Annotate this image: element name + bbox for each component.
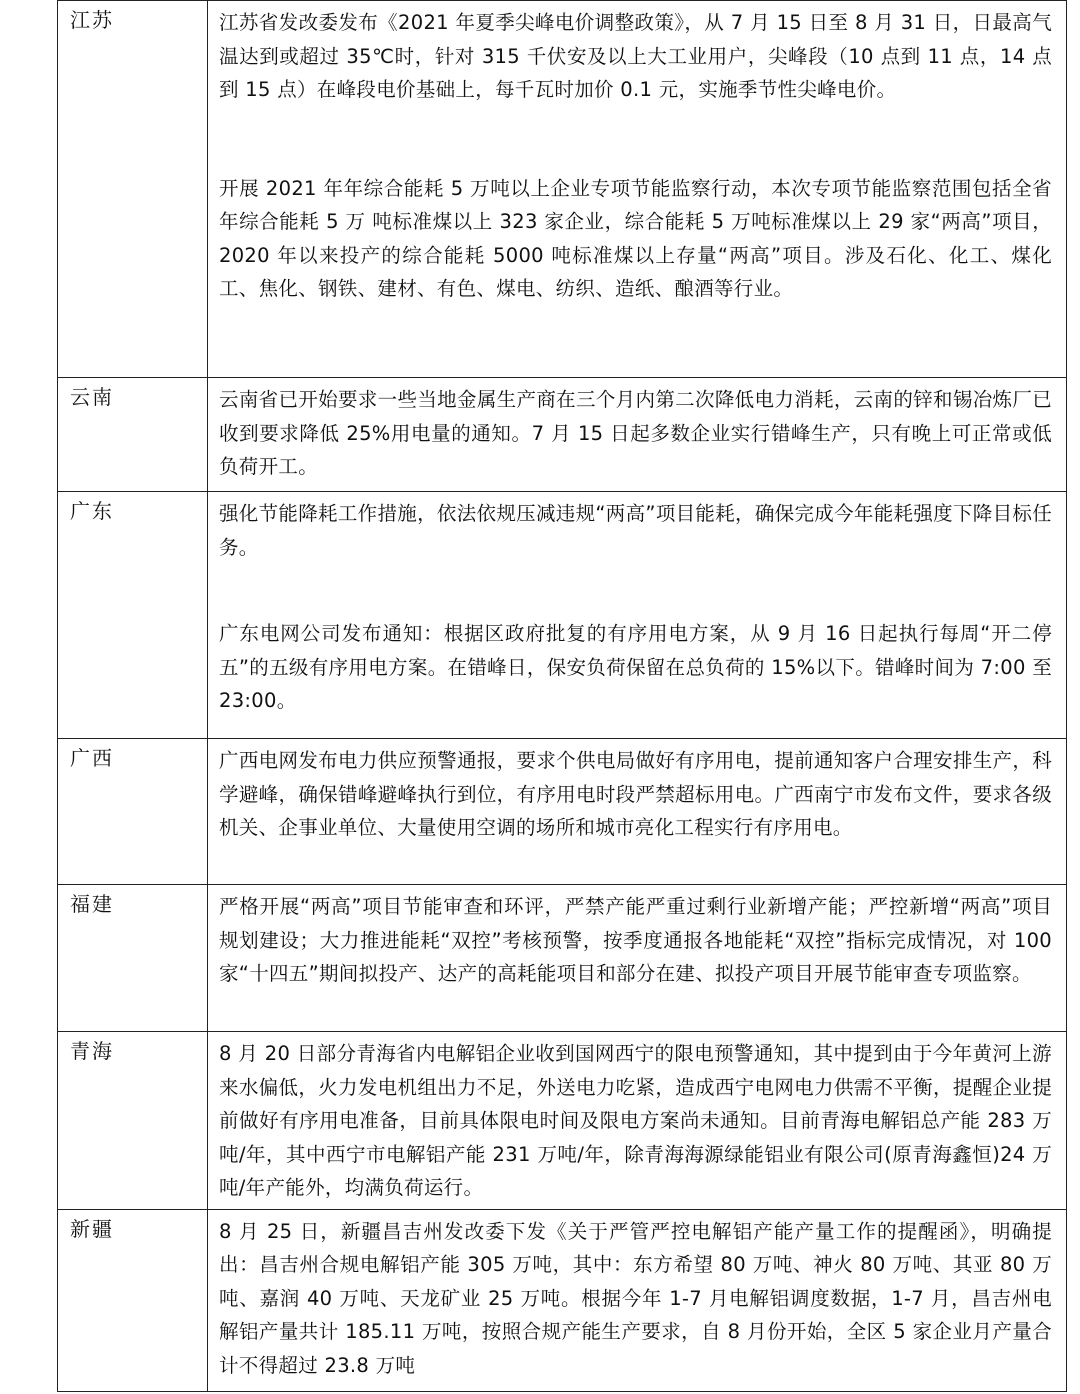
paragraph: 云南省已开始要求一些当地金属生产商在三个月内第二次降低电力消耗，云南的锌和锡冶炼厂已收到要求降低 25%用电量的通知。7 月 15 日起多数企业实行错峰生产，只有晚上可正常或低负荷开工。 bbox=[219, 388, 1052, 478]
paragraph: 江苏省发改委发布《2021 年夏季尖峰电价调整政策》，从 7 月 15 日至 8 月 31 日，日最高气温达到或超过 35℃时，针对 315 千伏安及以上大工业用户，尖峰段（10 点到 11 点，14 点到 15 点）在峰段电价基础上，每千瓦时加价 0.1 元，实施季节性尖峰电价。 bbox=[219, 11, 1052, 101]
paragraph: 8 月 20 日部分青海省内电解铝企业收到国网西宁的限电预警通知，其中提到由于今年黄河上游来水偏低，火力发电机组出力不足，外送电力吃紧，造成西宁电网电力供需不平衡，提醒企业提前做好有序用电准备，目前具体限电时间及限电方案尚未通知。目前青海电解铝总产能 283 万吨/年，其中西宁市电解铝产能 231 万吨/年，除青海海源绿能铝业有限公司(原青海鑫恒)24 万吨/年产能外，均满负荷运行。 bbox=[219, 1042, 1052, 1199]
table-row bbox=[58, 739, 1067, 885]
region-cell: 云南 bbox=[58, 378, 208, 492]
paragraph: 8 月 25 日，新疆昌吉州发改委下发《关于严管严控电解铝产能产量工作的提醒函》，明确提出：昌吉州合规电解铝产能 305 万吨，其中：东方希望 80 万吨、神火 80 万吨、其亚 80 万吨、嘉润 40 万吨、天龙矿业 25 万吨。根据今年 1-7 月电解铝调度数据，1-7 月，昌吉州电解铝产量共计 185.11 万吨，按照合规产能生产要求，自 8 月份开始，全区 5 家企业月产量合计不得超过 23.8 万吨 bbox=[219, 1219, 1052, 1377]
content-cell bbox=[208, 885, 1067, 1032]
paragraph: 广东电网公司发布通知：根据区政府批复的有序用电方案，从 9 月 16 日起执行每周“开二停五”的五级有序用电方案。在错峰日，保安负荷保留在总负荷的 15%以下。错峰时间为 7:00 至 23:00。 bbox=[219, 622, 1052, 712]
region-cell: 广西 bbox=[58, 739, 208, 885]
region-cell: 青海 bbox=[58, 1032, 208, 1210]
region-cell: 广东 bbox=[58, 492, 208, 739]
table-row bbox=[58, 1209, 1067, 1391]
content-cell bbox=[208, 739, 1067, 885]
paragraph: 广西电网发布电力供应预警通报，要求个供电局做好有序用电，提前通知客户合理安排生产，科学避峰，确保错峰避峰执行到位，有序用电时段严禁超标用电。广西南宁市发布文件，要求各级机关、企事业单位、大量使用空调的场所和城市亮化工程实行有序用电。 bbox=[219, 749, 1052, 839]
content-cell bbox=[208, 378, 1067, 492]
table-row bbox=[58, 492, 1067, 739]
table-row bbox=[58, 378, 1067, 492]
policy-table bbox=[57, 0, 1067, 1392]
table-row bbox=[58, 1032, 1067, 1210]
region-cell: 福建 bbox=[58, 885, 208, 1032]
paragraph: 强化节能降耗工作措施，依法依规压减违规“两高”项目能耗，确保完成今年能耗强度下降目标任务。 bbox=[219, 502, 1052, 559]
content-cell bbox=[208, 492, 1067, 739]
paragraph: 开展 2021 年年综合能耗 5 万吨以上企业专项节能监察行动，本次专项节能监察范围包括全省年综合能耗 5 万 吨标准煤以上 323 家企业，综合能耗 5 万吨标准煤以上 29 家“两高”项目，2020 年以来投产的综合能耗 5000 吨标准煤以上存量“两高”项目。涉及石化、化工、煤化工、焦化、钢铁、建材、有色、煤电、纺织、造纸、酿酒等行业。 bbox=[219, 176, 1052, 300]
content-cell bbox=[208, 1, 1067, 378]
region-cell: 江苏 bbox=[58, 1, 208, 378]
content-cell bbox=[208, 1032, 1067, 1210]
paragraph: 严格开展“两高”项目节能审查和环评，严禁产能严重过剩行业新增产能；严控新增“两高”项目规划建设；大力推进能耗“双控”考核预警，按季度通报各地能耗“双控”指标完成情况，对 100 家“十四五”期间拟投产、达产的高耗能项目和部分在建、拟投产项目开展节能审查专项监察。 bbox=[219, 895, 1052, 985]
table-row bbox=[58, 1, 1067, 378]
region-cell: 新疆 bbox=[58, 1209, 208, 1391]
content-cell bbox=[208, 1209, 1067, 1391]
table-row bbox=[58, 885, 1067, 1032]
